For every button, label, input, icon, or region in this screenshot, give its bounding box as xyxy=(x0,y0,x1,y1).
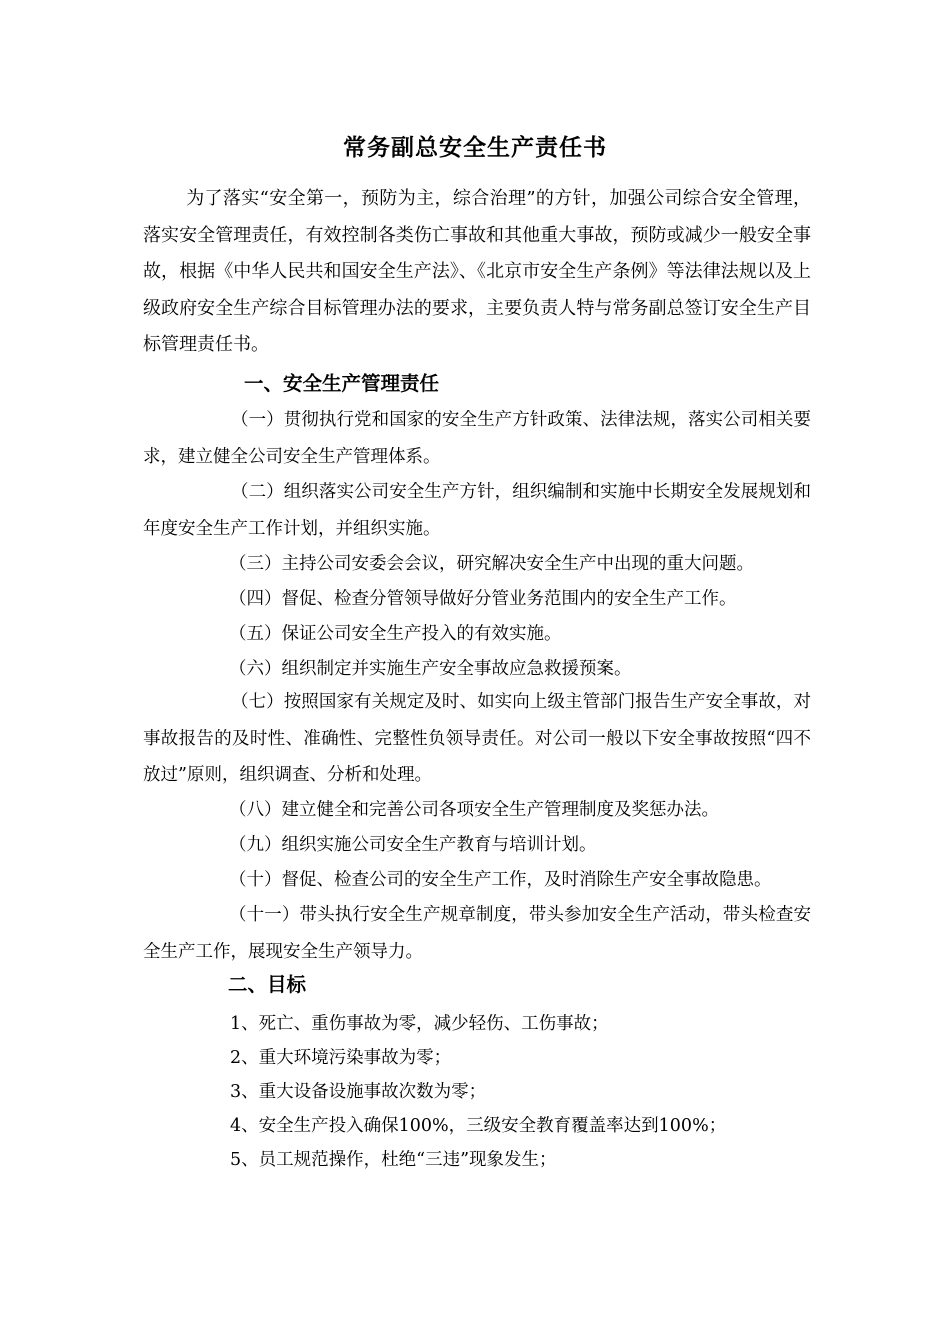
responsibility-item: （三）主持公司安委会会议，研究解决安全生产中出现的重大问题。 xyxy=(229,554,754,574)
responsibility-item: （十）督促、检查公司的安全生产工作，及时消除生产安全事故隐患。 xyxy=(229,870,772,890)
responsibility-item: （八）建立健全和完善公司各项安全生产管理制度及奖惩办法。 xyxy=(229,800,719,820)
responsibility-item: （七）按照国家有关规定及时、如实向上级主管部门报告生产安全事故，对事故报告的及时性、准确性、完整性负领导责任。对公司一般以下安全事故按照“四不放过”原则，组织调查、分析和处理。 xyxy=(143,692,811,785)
section-heading-goals: 二、目标 xyxy=(228,973,307,996)
goal-item: 4、安全生产投入确保100%，三级安全教育覆盖率达到100%； xyxy=(230,1116,727,1136)
responsibility-item: （五）保证公司安全生产投入的有效实施。 xyxy=(229,624,562,644)
responsibility-item: （九）组织实施公司安全生产教育与培训计划。 xyxy=(229,835,597,855)
responsibility-item: （四）督促、检查分管领导做好分管业务范围内的安全生产工作。 xyxy=(229,589,737,609)
intro-paragraph: 为了落实“安全第一，预防为主，综合治理”的方针，加强公司综合安全管理，落实安全管理责任，有效控制各类伤亡事故和其他重大事故，预防或减少一般安全事故，根据《中华人民共和国安全生产法》、《北京市安全生产条例》等法律法规以及上级政府安全生产综合目标管理办法的要求，主要负责人特与常务副总签订安全生产目标管理责任书。 xyxy=(143,188,811,355)
goal-item: 2、重大环境污染事故为零； xyxy=(230,1048,452,1068)
responsibility-item: （十一）带头执行安全生产规章制度，带头参加安全生产活动，带头检查安全生产工作，展现安全生产领导力。 xyxy=(143,905,811,962)
goal-item: 3、重大设备设施事故次数为零； xyxy=(230,1082,487,1102)
goal-item: 1、死亡、重伤事故为零，减少轻伤、工伤事故； xyxy=(230,1014,609,1034)
responsibility-item: （二）组织落实公司安全生产方针，组织编制和实施中长期安全发展规划和年度安全生产工作计划，并组织实施。 xyxy=(143,482,811,539)
responsibility-item: （六）组织制定并实施生产安全事故应急救援预案。 xyxy=(229,659,632,679)
responsibility-item: （一）贯彻执行党和国家的安全生产方针政策、法律法规，落实公司相关要求，建立健全公司安全生产管理体系。 xyxy=(143,410,811,467)
goal-item: 5、员工规范操作，杜绝“三违”现象发生； xyxy=(230,1150,557,1170)
document-title: 常务副总安全生产责任书 xyxy=(343,135,607,161)
section-heading-responsibilities: 一、安全生产管理责任 xyxy=(244,372,440,395)
